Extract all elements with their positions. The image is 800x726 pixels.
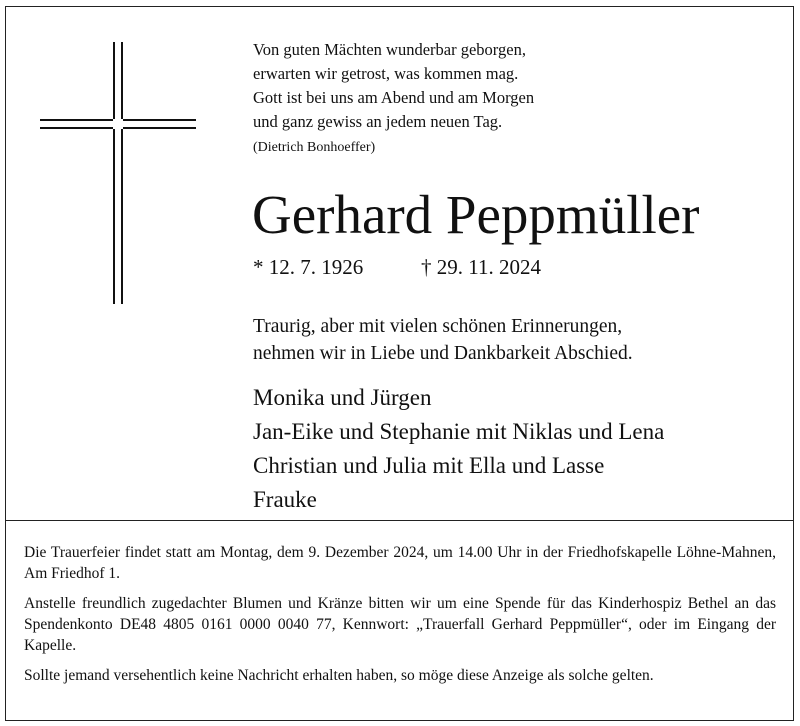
family-member: Monika und Jürgen [253, 385, 432, 410]
poem-line: und ganz gewiss an jedem neuen Tag. [253, 112, 503, 131]
deceased-name: Gerhard Peppmüller [252, 184, 700, 245]
poem-author: (Dietrich Bonhoeffer) [253, 140, 376, 155]
death-date: † 29. 11. 2024 [421, 255, 541, 279]
family-list [253, 381, 664, 517]
cross-icon [40, 42, 196, 304]
birth-date: * 12. 7. 1926 [253, 255, 364, 279]
farewell-line: nehmen wir in Liebe und Dankbarkeit Abschied. [253, 343, 633, 364]
section-divider [5, 520, 794, 521]
cross-intersection [113, 119, 123, 129]
notice-info: Sollte jemand versehentlich keine Nachricht erhalten haben, so möge diese Anzeige als solche gelten. [24, 667, 654, 684]
donation-info: Anstelle freundlich zugedachter Blumen und Kränze bitten wir um eine Spende für das Kinderhospiz Bethel an das Spendenkonto DE48 4805 0161 0000 0040 77, Kennwort: „Trauerfall Gerhard Peppmüller“, oder im Eingang der Kapelle. [24, 595, 776, 654]
family-member: Christian und Julia mit Ella und Lasse [253, 453, 605, 478]
family-member: Frauke [253, 487, 317, 512]
poem-line: Von guten Mächten wunderbar geborgen, [253, 40, 526, 59]
funeral-info: Die Trauerfeier findet statt am Montag, dem 9. Dezember 2024, um 14.00 Uhr in der Friedhofskapelle Löhne-Mahnen, Am Friedhof 1. [24, 544, 776, 582]
family-member: Jan-Eike und Stephanie mit Niklas und Lena [253, 419, 665, 444]
life-dates [253, 254, 541, 280]
poem-block [253, 38, 534, 158]
poem-line: Gott ist bei uns am Abend und am Morgen [253, 88, 535, 107]
farewell-line: Traurig, aber mit vielen schönen Erinnerungen, [253, 316, 623, 337]
poem-line: erwarten wir getrost, was kommen mag. [253, 64, 519, 83]
farewell-message [253, 313, 633, 367]
cross-vertical-beam [117, 42, 119, 304]
